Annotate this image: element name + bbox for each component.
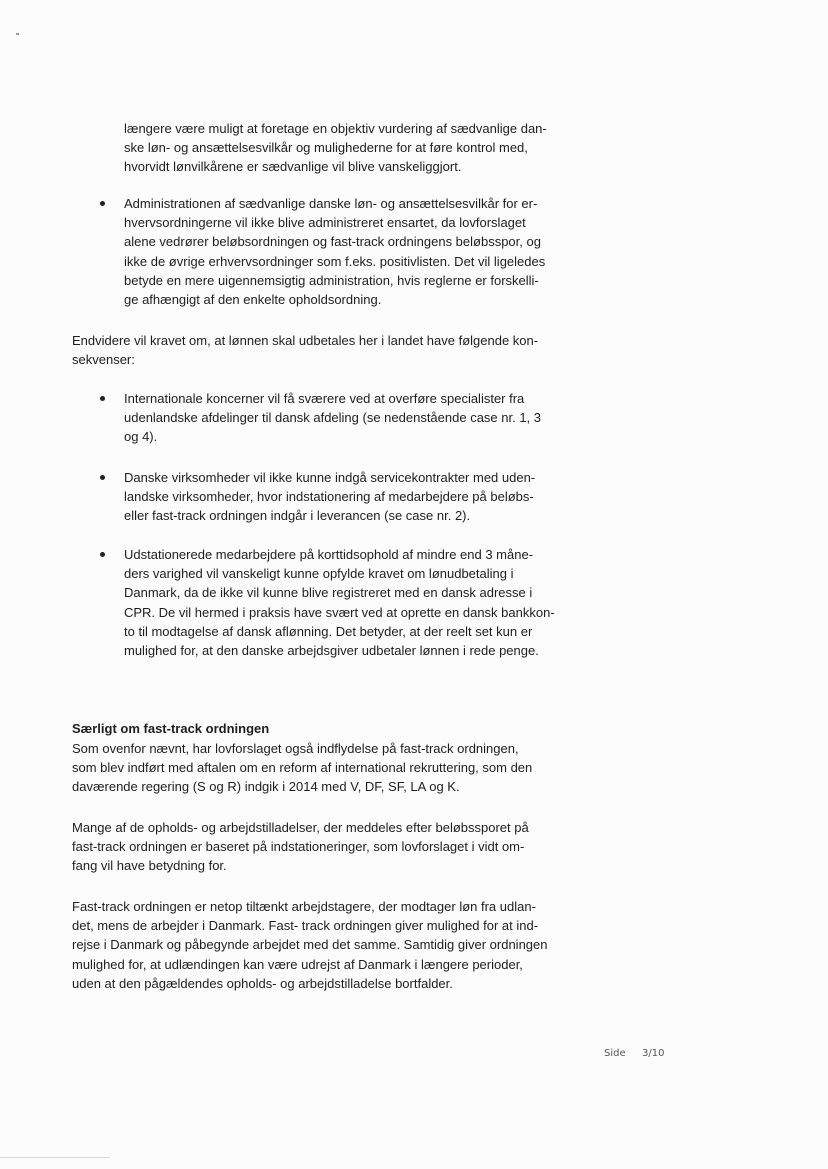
- paragraph: Fast-track ordningen er netop tiltænkt arbejdstagere, der modtager løn fra udlan- det, mens de arbejder i Danmark. Fast- track ordningen giver mulighed for at ind- rejse i Danmark og påbegynde arbejdet med det samme. Samtidig giver ordningen mulighed for, at udlændingen kan være udrejst af Danmark i længere perioder, uden at den pågældendes opholds- og arbejdstilladelse bortfalder.: [72, 899, 548, 991]
- page-number: 3/10: [642, 1048, 665, 1059]
- continuation-text: længere være muligt at foretage en objektiv vurdering af sædvanlige dan- ske løn- og ansættelsesvilkår og mulighederne for at føre kontrol med, hvorvidt lønvilkårene er sædvanlige vil blive vanskeliggjort.: [124, 121, 547, 175]
- list-item: Internationale koncerner vil få sværere ved at overføre specialister fra udenlandske afdelinger til dansk afdeling (se nedenstående case nr. 1, 3 og 4).: [124, 391, 542, 445]
- bullet-marker: [100, 396, 105, 401]
- paragraph: Mange af de opholds- og arbejdstilladelser, der meddeles efter beløbssporet på fast-track ordningen er baseret på indstationeringer, som lovforslaget i vidt om- fang vil have betydning for.: [72, 820, 529, 874]
- list-item: Danske virksomheder vil ikke kunne indgå servicekontrakter med uden- landske virksomheder, hvor indstationering af medarbejdere på beløbs- eller fast-track ordningen indgår i leverancen (se case nr. 2).: [124, 470, 536, 524]
- list-item: Udstationerede medarbejdere på korttidsophold af mindre end 3 måne- ders varighed vil vanskeligt kunne opfylde kravet om lønudbetaling i Danmark, da de ikke vil kunne blive registreret med en dansk adresse i CPR. De vil hermed i praksis have svært ved at oprette en dansk bankkon- to til modtagelse af dansk aflønning. Det betyder, at der reelt set kun er mulighed for, at den danske arbejdsgiver udbetaler lønnen i rede penge.: [124, 547, 555, 659]
- page-label: Side: [604, 1048, 626, 1059]
- bullet-marker: [100, 552, 105, 557]
- intro-paragraph: Endvidere vil kravet om, at lønnen skal udbetales her i landet have følgende kon- sekvenser:: [72, 333, 539, 368]
- scan-mark: [16, 33, 19, 35]
- section-heading: Særligt om fast-track ordningen: [72, 721, 270, 736]
- list-item: Administrationen af sædvanlige danske løn- og ansættelsesvilkår for er- hvervsordningerne vil ikke blive administreret ensartet, da lovforslaget alene vedrører beløbsordningen og fast-track ordningens beløbsspor, og ikke de øvrige erhvervsordninger som f.eks. positivlisten. Det vil ligeledes betyde en mere uigennemsigtig administration, hvis reglerne er forskelli- ge afhængigt af den enkelte opholdsordning.: [124, 196, 546, 308]
- scan-edge-line: [0, 1157, 110, 1158]
- page-footer: [604, 1048, 664, 1059]
- bullet-marker: [100, 475, 105, 480]
- paragraph: Som ovenfor nævnt, har lovforslaget også indflydelse på fast-track ordningen, som blev indført med aftalen om en reform af international rekruttering, som den daværende regering (S og R) indgik i 2014 med V, DF, SF, LA og K.: [72, 741, 533, 795]
- bullet-marker: [100, 201, 105, 206]
